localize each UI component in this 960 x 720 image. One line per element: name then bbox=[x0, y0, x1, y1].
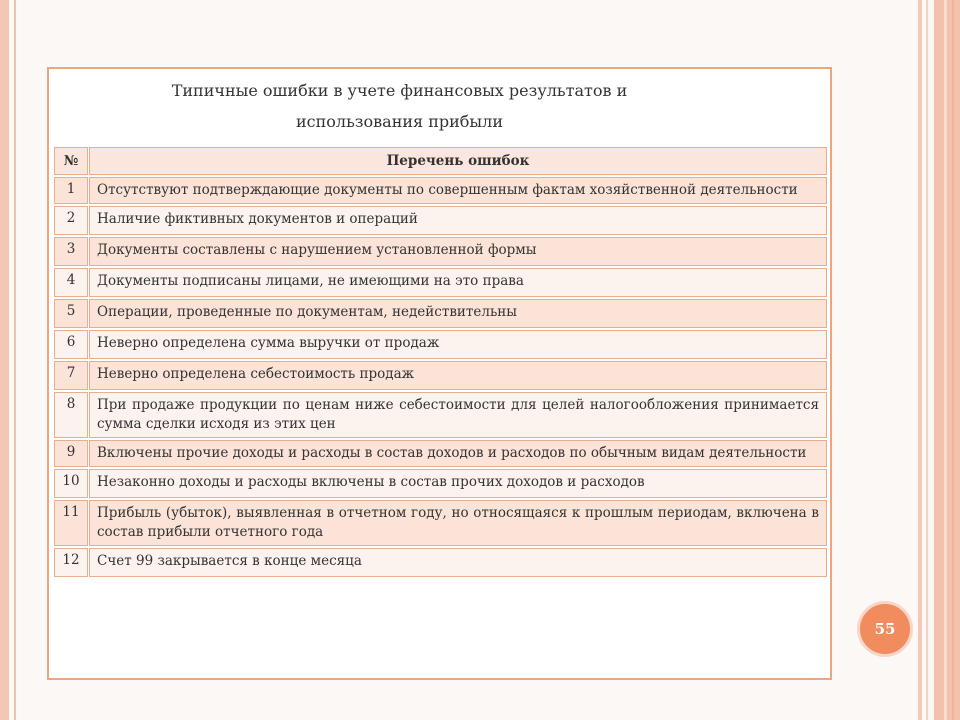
header-number: № bbox=[54, 147, 89, 177]
table-row bbox=[54, 469, 828, 500]
table-row bbox=[54, 392, 828, 440]
slide-title bbox=[49, 75, 830, 137]
table-row bbox=[54, 299, 828, 330]
table-row bbox=[54, 177, 828, 206]
row-text: Неверно определена себестоимость продаж bbox=[89, 361, 828, 392]
row-number: 4 bbox=[54, 268, 89, 299]
row-number: 6 bbox=[54, 330, 89, 361]
row-number: 9 bbox=[54, 440, 89, 469]
header-errors-list: Перечень ошибок bbox=[89, 147, 828, 177]
row-text: Документы подписаны лицами, не имеющими на это права bbox=[89, 268, 828, 299]
slide-title-line-2: использования прибыли bbox=[296, 112, 503, 131]
table-row bbox=[54, 548, 828, 579]
errors-table bbox=[54, 147, 828, 579]
table-row bbox=[54, 500, 828, 548]
row-number: 7 bbox=[54, 361, 89, 392]
left-border-bar bbox=[0, 0, 9, 720]
row-number: 10 bbox=[54, 469, 89, 500]
row-number: 3 bbox=[54, 237, 89, 268]
row-text: Счет 99 закрывается в конце месяца bbox=[89, 548, 828, 579]
row-text: Прибыль (убыток), выявленная в отчетном году, но относящаяся к прошлым периодам, включена в состав прибыли отчетного года bbox=[89, 500, 828, 548]
row-text: Незаконно доходы и расходы включены в состав прочих доходов и расходов bbox=[89, 469, 828, 500]
right-stripe bbox=[952, 0, 954, 720]
row-number: 11 bbox=[54, 500, 89, 548]
table-row bbox=[54, 361, 828, 392]
right-stripe bbox=[918, 0, 922, 720]
table-row bbox=[54, 440, 828, 469]
row-text: Неверно определена сумма выручки от продаж bbox=[89, 330, 828, 361]
content-frame bbox=[47, 67, 832, 680]
row-number: 2 bbox=[54, 206, 89, 237]
slide-title-line-1: Типичные ошибки в учете финансовых результатов и bbox=[171, 81, 628, 100]
row-number: 5 bbox=[54, 299, 89, 330]
table-row bbox=[54, 206, 828, 237]
right-stripe bbox=[944, 0, 947, 720]
row-text: Документы составлены с нарушением установленной формы bbox=[89, 237, 828, 268]
table-row bbox=[54, 268, 828, 299]
row-number: 8 bbox=[54, 392, 89, 440]
table-header-row bbox=[54, 147, 828, 177]
table-row bbox=[54, 330, 828, 361]
page-number-badge: 55 bbox=[857, 601, 913, 657]
row-text: При продаже продукции по ценам ниже себестоимости для целей налогообложения принимается сумма сделки исходя из этих цен bbox=[89, 392, 828, 440]
row-text: Наличие фиктивных документов и операций bbox=[89, 206, 828, 237]
row-text: Отсутствуют подтверждающие документы по совершенным фактам хозяйственной деятельности bbox=[89, 177, 828, 206]
row-text: Включены прочие доходы и расходы в состав доходов и расходов по обычным видам деятельности bbox=[89, 440, 828, 469]
row-text: Операции, проведенные по документам, недействительны bbox=[89, 299, 828, 330]
right-stripe bbox=[926, 0, 928, 720]
right-stripe bbox=[934, 0, 960, 720]
row-number: 12 bbox=[54, 548, 89, 579]
left-border-line bbox=[14, 0, 16, 720]
table-row bbox=[54, 237, 828, 268]
row-number: 1 bbox=[54, 177, 89, 206]
